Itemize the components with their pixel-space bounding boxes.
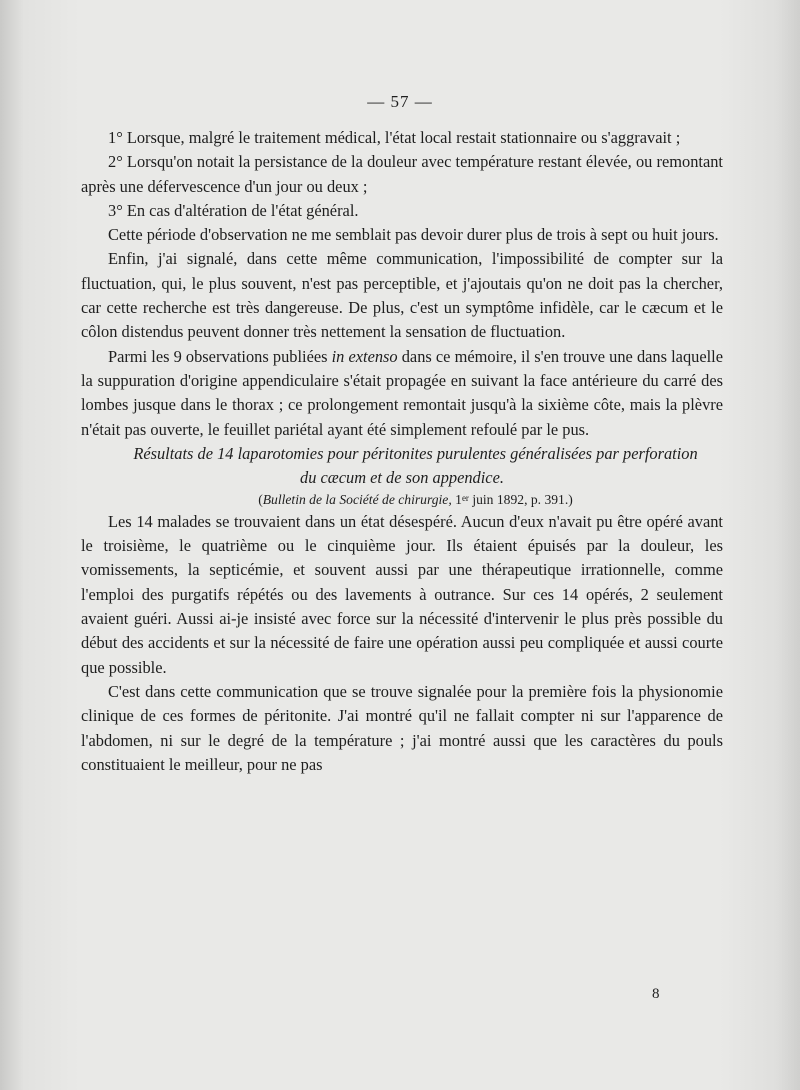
section-title [81, 442, 723, 490]
paragraph-6-end: dans ce mémoire, il s'en trouve une dans laquelle la suppuration d'origine appendiculaire s'était propagée en suivant la face antérieure du carré des lombes jusque dans le thorax ; ce prolongement remontait jusqu'à la sixième côte, mais la plèvre n'était pas ouverte, le feuillet pariétal ayant été simplement refoulé par le pus. [81, 346, 723, 439]
page-number: — 57 — [367, 92, 433, 111]
citation-date-sup: er [461, 492, 469, 503]
citation-date-pre: 1 [451, 491, 462, 507]
paragraph-8: C'est dans cette communication que se trouve signalée pour la première fois la physionomie clinique de ces formes de péritonite. J'ai montré qu'il ne fallait compter ni sur l'apparence de l'abdomen, ni sur le degré de la température ; j'ai montré aussi que les caractères du pouls constituaient le meilleur, pour ne pas [81, 681, 723, 774]
citation-date-post: juin 1892, p. 391.) [468, 491, 573, 507]
paragraph-6-start: Parmi les 9 observations publiées [108, 346, 332, 366]
section-title-line-1: Résultats de 14 laparotomies pour péritonites purulentes généralisées par perforation [133, 443, 698, 463]
paragraph-1: 1° Lorsque, malgré le traitement médical, l'état local restait stationnaire ou s'aggravait ; [108, 128, 681, 147]
paragraph-2: 2° Lorsqu'on notait la persistance de la douleur avec température restant élevée, ou remontant après une défervescence d'un jour ou deux ; [81, 152, 723, 196]
paragraph-4: Cette période d'observation ne me semblait pas devoir durer plus de trois à sept ou huit jours. [108, 225, 719, 245]
citation-open: ( [258, 491, 263, 507]
section-title-line-2: du cæcum et de son appendice. [300, 467, 504, 487]
paragraph-6 [81, 345, 723, 442]
paragraph-6-italic: in extenso [331, 346, 398, 366]
paragraph-5: Enfin, j'ai signalé, dans cette même communication, l'impossibilité de compter sur la fluctuation, qui, le plus souvent, n'est pas perceptible, et j'ajoutais qu'on ne doit pas la chercher, car cette recherche est très dangereuse. De plus, c'est un symptôme infidèle, car le cæcum et le côlon distendus peuvent donner très nettement la sensation de fluctuation. [81, 249, 723, 342]
signature-mark: 8 [652, 986, 660, 1002]
citation-source: Bulletin de la Société de chirurgie, [262, 491, 452, 507]
paragraph-3: 3° En cas d'altération de l'état général. [108, 200, 359, 220]
body-text [81, 126, 723, 777]
paragraph-7: Les 14 malades se trouvaient dans un état désespéré. Aucun d'eux n'avait pu être opéré avant le troisième, le quatrième ou le cinquième jour. Ils étaient épuisés par la douleur, les vomissements, la septicémie, et souvent aussi par une thérapeutique irrationnelle, comme l'emploi des purgatifs répétés ou des lavements à outrance. Sur ces 14 opérés, 2 seulement avaient guéri. Aussi ai-je insisté avec force sur la nécessité d'intervenir le plus près possible du début des accidents et sur la nécessité de faire une opération aussi peu compliquée et aussi courte que possible. [81, 511, 723, 677]
citation [81, 490, 723, 510]
